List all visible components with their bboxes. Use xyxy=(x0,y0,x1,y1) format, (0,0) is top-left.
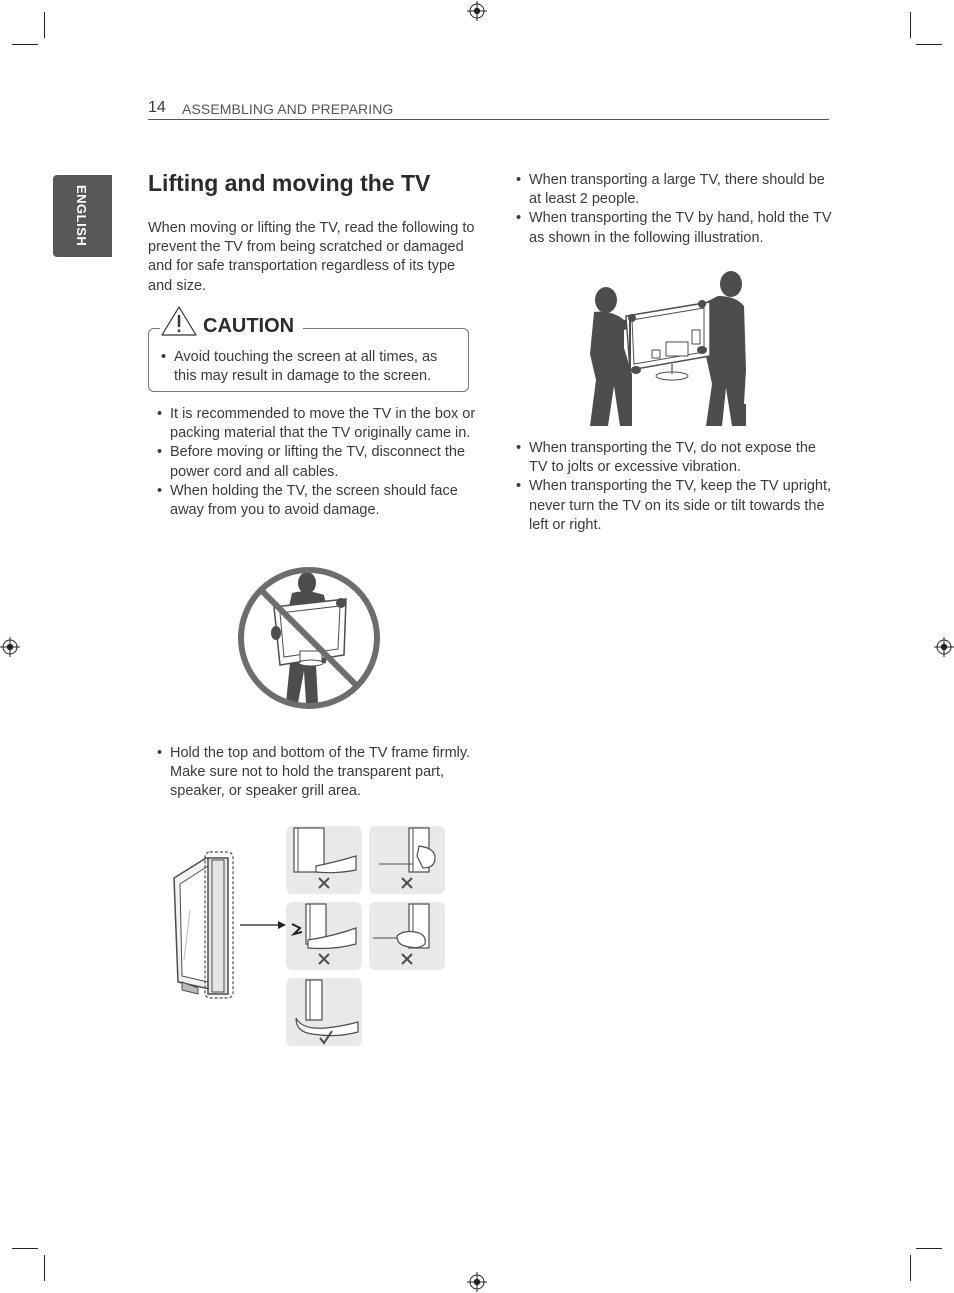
list-item: • When transporting the TV, keep the TV upright, never turn the TV on its side or tilt towards the left or right. xyxy=(507,477,837,535)
prohibited-holding-illustration xyxy=(234,563,384,713)
crop-mark xyxy=(44,12,45,38)
crop-mark xyxy=(916,1248,942,1249)
two-people-carrying-illustration xyxy=(586,270,750,430)
crop-mark xyxy=(910,12,911,38)
warning-triangle-icon xyxy=(160,305,198,337)
hold-panel-correct xyxy=(286,978,362,1046)
section-title: ASSEMBLING AND PREPARING xyxy=(182,101,394,117)
list-item: • When holding the TV, the screen should face away from you to avoid damage. xyxy=(148,482,480,520)
list-item: • When transporting the TV by hand, hold the TV as shown in the following illustration. xyxy=(507,209,837,247)
page-number: 14 xyxy=(148,99,166,116)
crop-mark xyxy=(910,1255,911,1281)
crop-mark xyxy=(12,44,38,45)
tv-side-view-illustration xyxy=(170,850,290,1002)
list-item: • Hold the top and bottom of the TV frame firmly. Make sure not to hold the transparent part, speaker, or speaker grill area. xyxy=(148,744,480,802)
registration-mark-icon xyxy=(0,637,20,657)
list-item: • Avoid touching the screen at all times, as this may result in damage to the screen. xyxy=(148,348,458,386)
transport-tips-list xyxy=(507,171,837,248)
crop-mark xyxy=(916,44,942,45)
list-item: • It is recommended to move the TV in the box or packing material that the TV originally came in. xyxy=(148,405,480,443)
caution-label: CAUTION xyxy=(203,315,295,337)
hold-panel-wrong xyxy=(369,902,445,970)
hold-tips-list xyxy=(148,744,480,802)
language-label: ENGLISH xyxy=(74,185,89,247)
registration-mark-icon xyxy=(467,1,487,21)
moving-tips-list xyxy=(148,405,480,520)
hold-panel-wrong xyxy=(369,826,445,894)
hold-panel-wrong xyxy=(286,902,362,970)
crop-mark xyxy=(12,1248,38,1249)
list-item: • When transporting the TV, do not expose the TV to jolts or excessive vibration. xyxy=(507,439,837,477)
list-item: • Before moving or lifting the TV, disconnect the power cord and all cables. xyxy=(148,443,480,481)
list-item: • When transporting a large TV, there should be at least 2 people. xyxy=(507,171,837,209)
page-title: Lifting and moving the TV xyxy=(148,170,431,196)
transport-warnings-list xyxy=(507,439,837,535)
caution-list xyxy=(148,348,458,386)
header-rule xyxy=(148,119,829,120)
hold-panel-wrong xyxy=(286,826,362,894)
intro-paragraph: When moving or lifting the TV, read the following to prevent the TV from being scratched or damaged and for safe transportation regardless of its type and size. xyxy=(148,220,475,294)
registration-mark-icon xyxy=(934,637,954,657)
registration-mark-icon xyxy=(467,1272,487,1292)
crop-mark xyxy=(44,1255,45,1281)
language-tab xyxy=(53,175,112,257)
